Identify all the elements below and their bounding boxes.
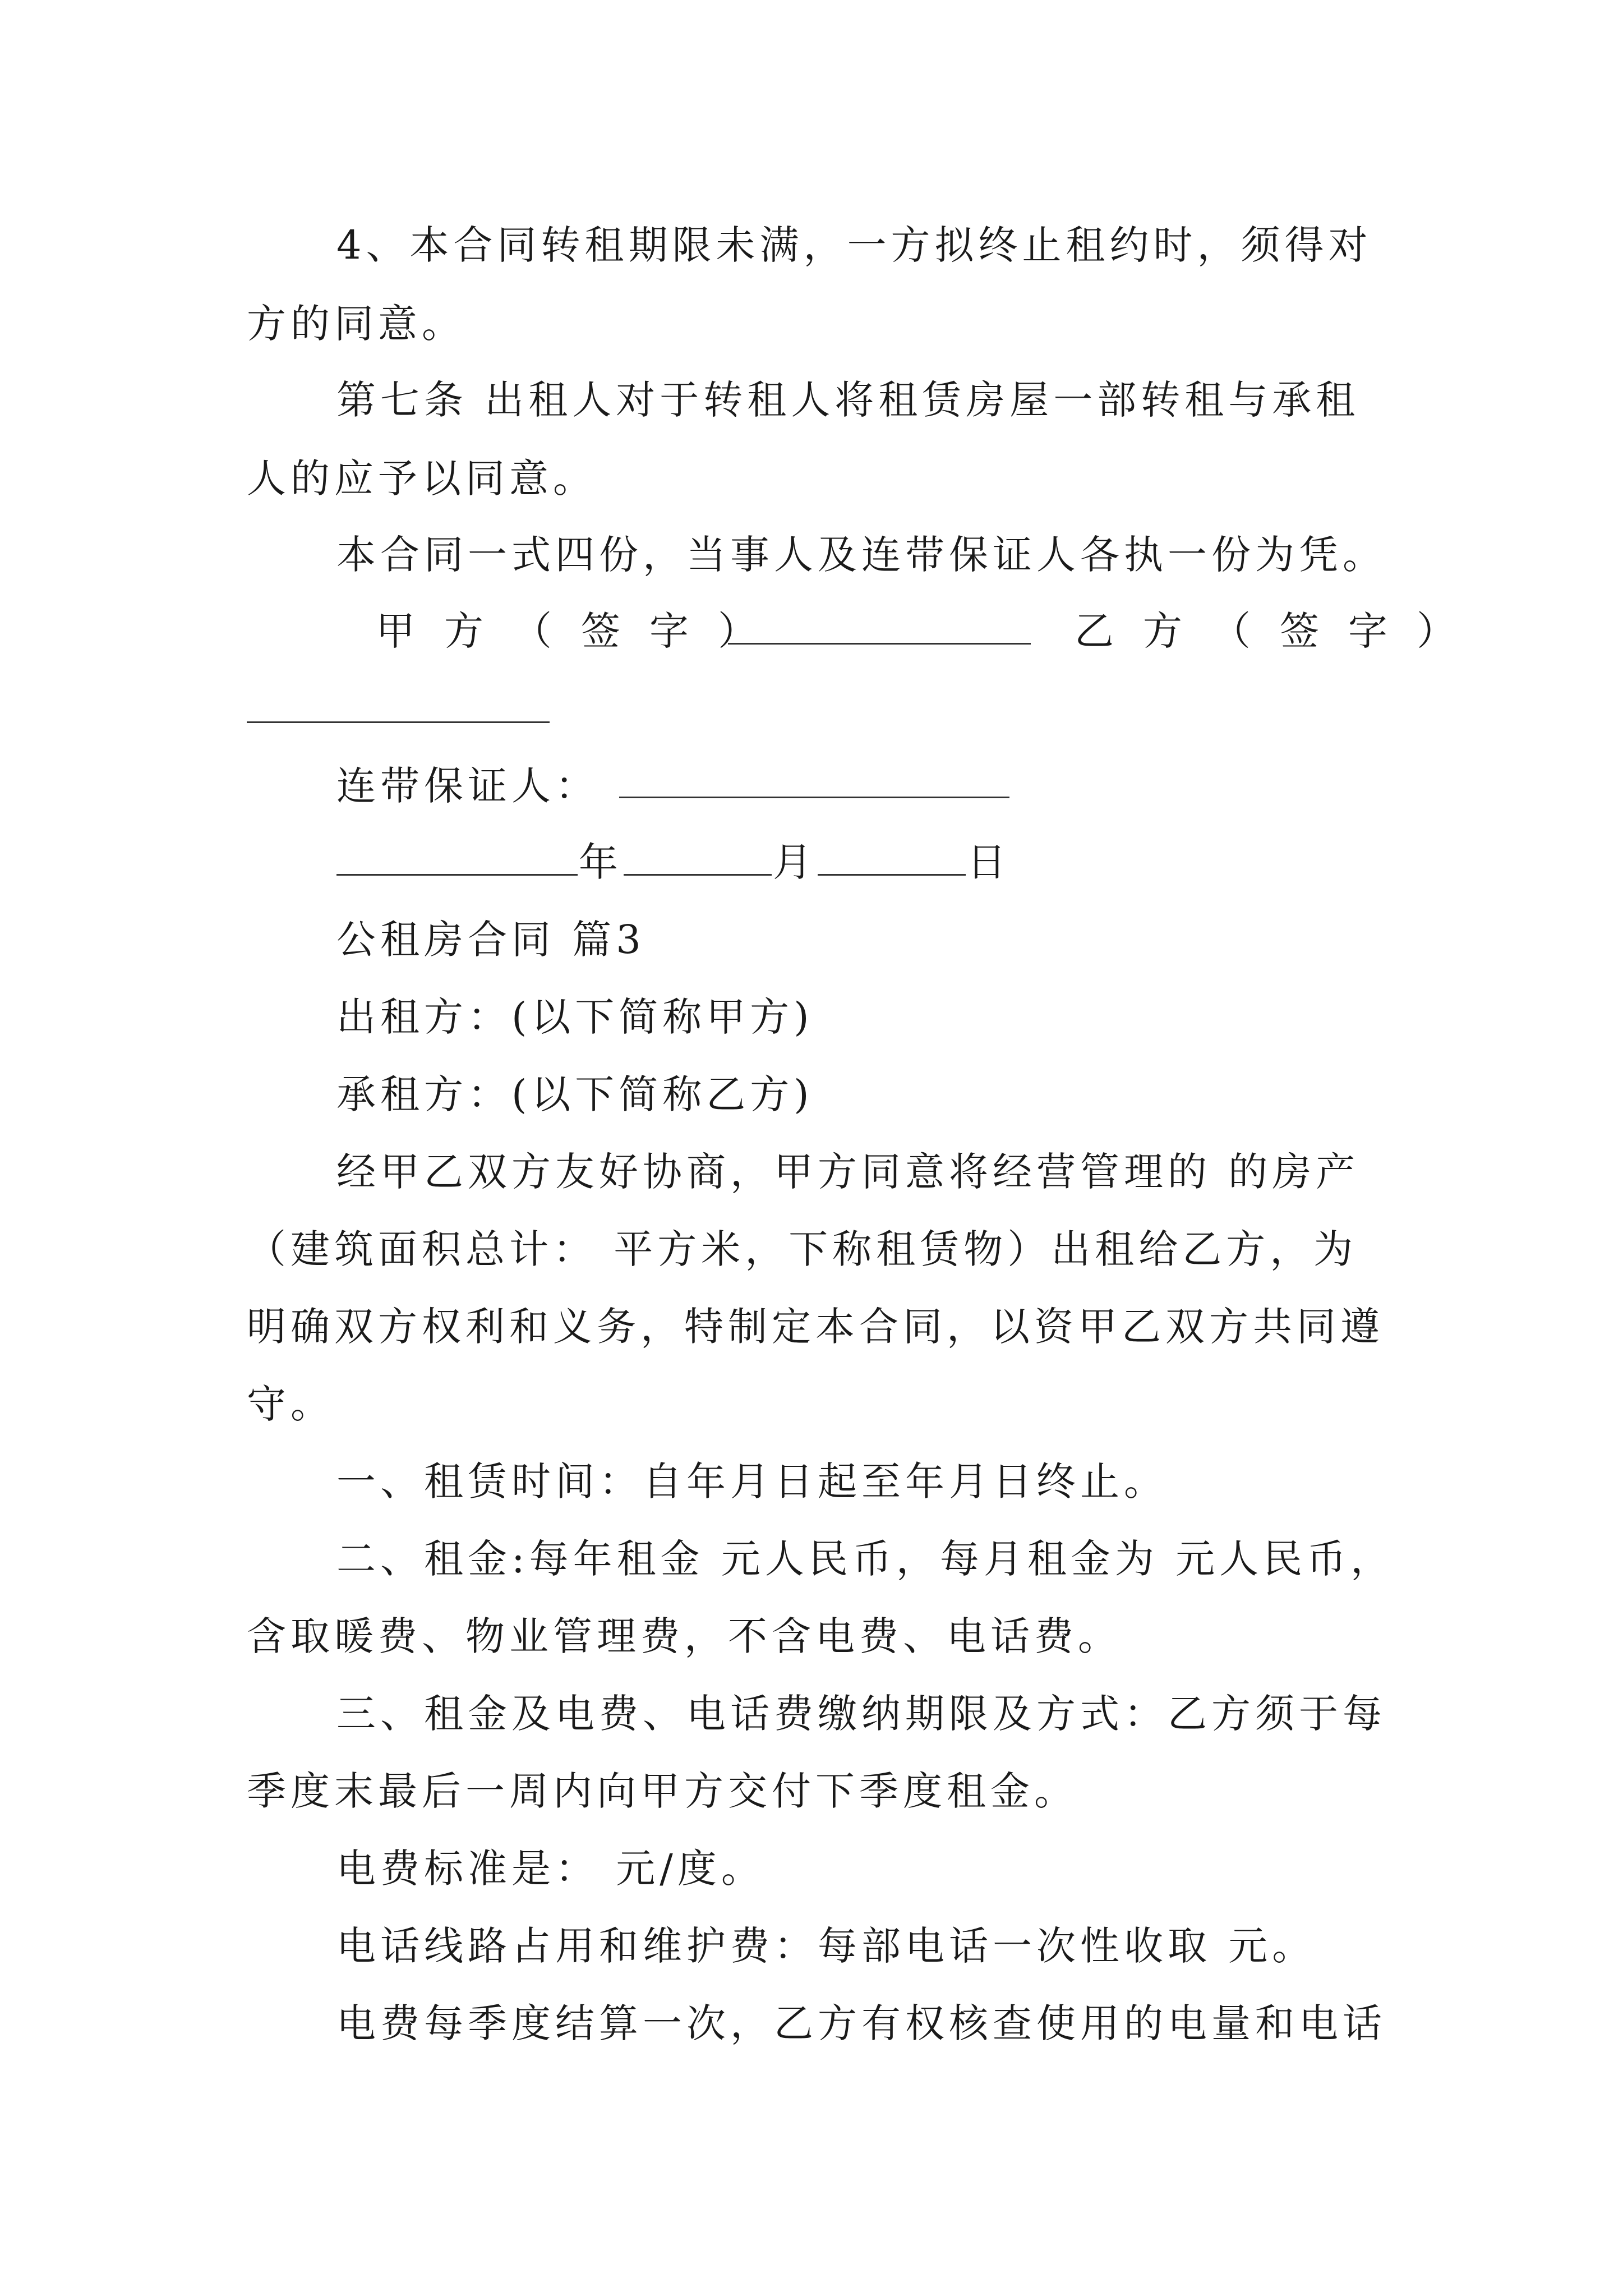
guarantor-signature-line — [619, 797, 1009, 798]
paragraph-line: 一、租赁时间：自年月日起至年月日终止。 — [336, 1458, 1168, 1504]
paragraph-line: 二、租金:每年租金 元人民币，每月租金为 元人民币， — [336, 1536, 1395, 1582]
signature-party-a-line — [728, 643, 1031, 645]
paragraph-line: 电费标准是： 元/度。 — [336, 1846, 765, 1892]
paragraph-line: 方的同意。 — [247, 301, 465, 347]
paragraph-line: 三、租金及电费、电话费缴纳期限及方式：乙方须于每 — [336, 1691, 1386, 1737]
signature-party-a-label: 甲方（签字） — [376, 608, 786, 654]
lessee-line: 承租方：(以下简称乙方) — [336, 1071, 814, 1117]
guarantor-label: 连带保证人： — [336, 763, 599, 809]
section-title: 公租房合同 篇3 — [336, 917, 645, 963]
paragraph-line: 本合同一式四份，当事人及连带保证人各执一份为凭。 — [336, 532, 1386, 578]
paragraph-line: 电费每季度结算一次，乙方有权核查使用的电量和电话 — [336, 2000, 1386, 2046]
signature-party-b-label: 乙方（签字） — [1075, 608, 1485, 654]
date-month-label: 月 — [773, 839, 817, 885]
paragraph-line: （建筑面积总计： 平方米，下称租赁物）出租给乙方，为 — [247, 1226, 1358, 1272]
paragraph-line: 经甲乙双方友好协商，甲方同意将经营管理的 的房产 — [336, 1149, 1360, 1195]
date-day-line — [818, 874, 966, 876]
paragraph-line: 季度末最后一周内向甲方交付下季度租金。 — [247, 1768, 1078, 1814]
paragraph-line: 人的应予以同意。 — [247, 455, 597, 501]
paragraph-line: 4、本合同转租期限未满，一方拟终止租约时，须得对 — [336, 222, 1372, 268]
paragraph-line: 含取暖费、物业管理费，不含电费、电话费。 — [247, 1613, 1122, 1659]
paragraph-line: 电话线路占用和维护费：每部电话一次性收取 元。 — [336, 1923, 1316, 1969]
paragraph-line: 明确双方权利和义务，特制定本合同，以资甲乙双方共同遵 — [247, 1304, 1384, 1350]
date-year-line — [336, 874, 578, 876]
date-day-label: 日 — [967, 839, 1011, 885]
date-year-label: 年 — [579, 839, 623, 885]
signature-party-b-line — [247, 721, 550, 723]
date-month-line — [624, 874, 772, 876]
paragraph-line: 守。 — [247, 1381, 334, 1427]
paragraph-line: 第七条 出租人对于转租人将租赁房屋一部转租与承租 — [336, 377, 1360, 423]
lessor-line: 出租方：(以下简称甲方) — [336, 994, 814, 1040]
